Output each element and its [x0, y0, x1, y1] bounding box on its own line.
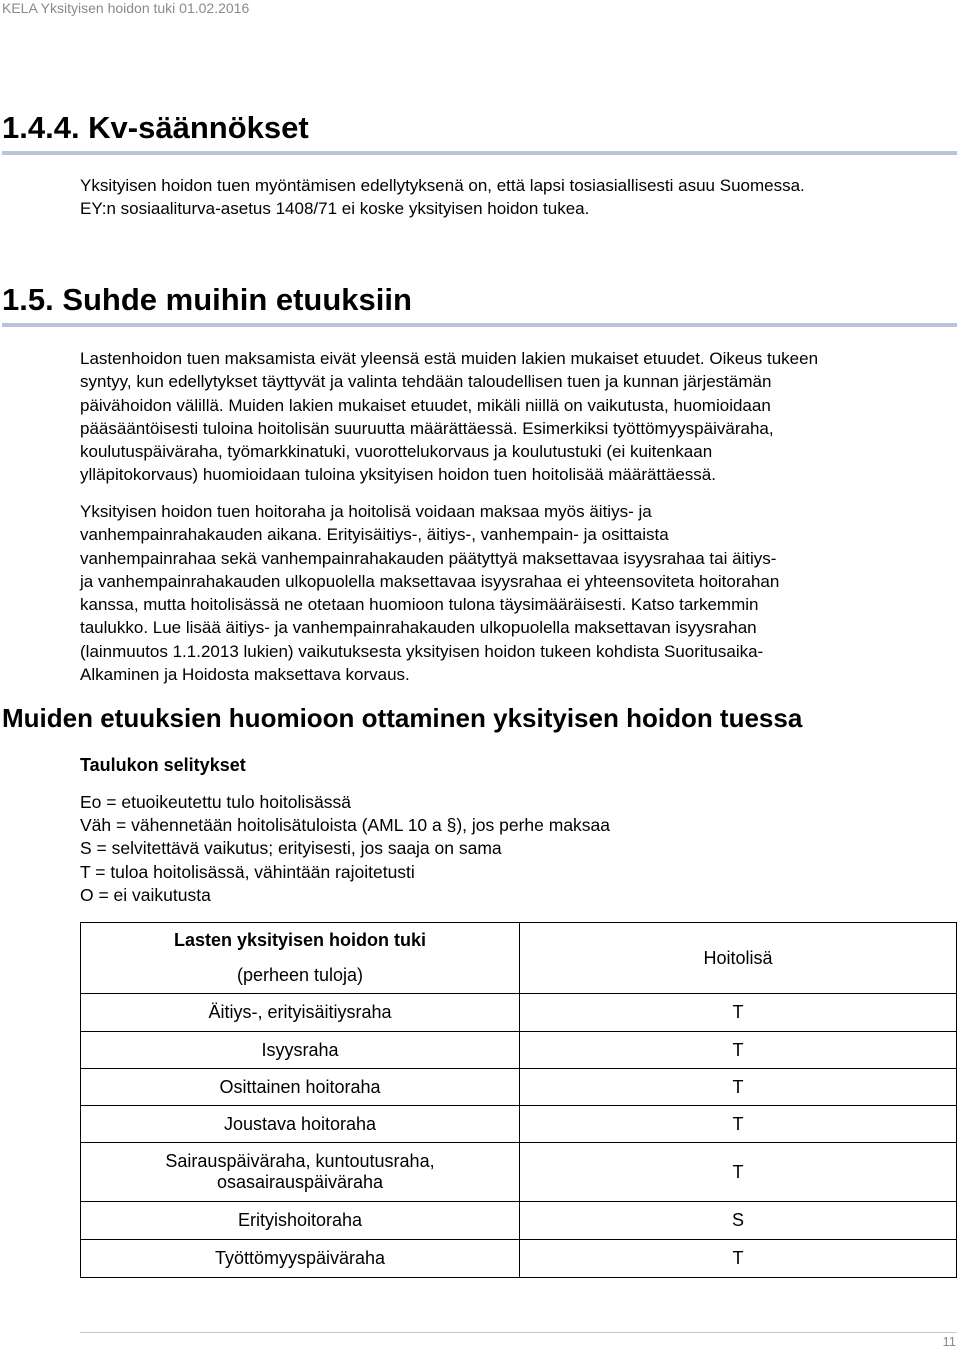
table-row [81, 1106, 957, 1143]
paragraph-line: vanhempainrahakauden aikana. Erityisäitiys-, äitiys-, vanhempain- ja osittaista [80, 525, 669, 545]
legend-item: S = selvitettävä vaikutus; erityisesti, jos saaja on sama [80, 838, 502, 859]
heading-underline [2, 323, 957, 327]
table-cell-value: T [520, 1143, 957, 1202]
table-row [81, 1032, 957, 1069]
table-header-title: Lasten yksityisen hoidon tuki [173, 930, 427, 950]
legend-item: T = tuloa hoitolisässä, vähintään rajoitetusti [80, 861, 415, 882]
kv-paragraph [80, 174, 957, 221]
table-row [81, 994, 957, 1032]
section-heading-suhde-muihin-etuuksiin: 1.5. Suhde muihin etuuksiin [2, 282, 412, 317]
paragraph-line: Yksityisen hoidon tuen hoitoraha ja hoitolisä voidaan maksaa myös äitiys- ja [80, 502, 652, 521]
table-cell-value: S [520, 1202, 957, 1240]
document-header: KELA Yksityisen hoidon tuki 01.02.2016 [2, 0, 250, 16]
legend-item: Väh = vähennetään hoitolisätuloista (AML 10 a §), jos perhe maksaa [80, 815, 611, 836]
table-header-cell-benefit [81, 923, 520, 994]
table-cell-benefit: Erityishoitoraha [81, 1202, 520, 1240]
table-cell-benefit: Työttömyyspäiväraha [81, 1240, 520, 1278]
table-cell-value: T [520, 1069, 957, 1106]
table-cell-benefit: Joustava hoitoraha [81, 1106, 520, 1143]
paragraph-line: vanhempainrahaa sekä vanhempainrahakauden päätyttyä maksettavaa isyysrahaa tai äitiys- [80, 548, 777, 568]
section-heading-muiden-etuuksien: Muiden etuuksien huomioon ottaminen yksityisen hoidon tuessa [2, 703, 803, 733]
table-row [81, 1069, 957, 1106]
table-row [81, 1143, 957, 1202]
paragraph-line: pääsääntöisesti tuloina hoitolisän suuruutta määrättäessä. Esimerkiksi työttömyyspäiväraha, [80, 418, 774, 438]
table-cell-value: T [520, 1240, 957, 1278]
paragraph-line: taulukko. Lue lisää äitiys- ja vanhempainrahakauden ulkopuolella maksettavan isyysrahan [80, 618, 757, 638]
paragraph-line: syntyy, kun edellytykset täyttyvät ja valinta tehdään taloudellisen tuen ja kunnan järjestämän [80, 372, 772, 392]
paragraph-line: Lastenhoidon tuen maksamista eivät yleensä estä muiden lakien mukaiset etuudet. Oikeus tukeen [80, 349, 819, 368]
table-header-cell-hoitolisa: Hoitolisä [520, 923, 957, 994]
table-cell-value: T [520, 994, 957, 1032]
paragraph-line: päivähoidon välillä. Muiden lakien mukaiset etuudet, mikäli niillä on vaikutusta, huomioidaan [80, 395, 771, 415]
table-cell-benefit [81, 1143, 520, 1202]
paragraph-line: (lainmuutos 1.1.2013 lukien) vaikutuksesta yksityisen hoidon tukeen kohdista Suoritusaika- [80, 641, 764, 661]
paragraph-line: Alkaminen ja Hoidosta maksettava korvaus. [80, 665, 410, 685]
paragraph-line: EY:n sosiaaliturva-asetus 1408/71 ei koske yksityisen hoidon tukea. [80, 199, 590, 219]
table-header-row [81, 923, 957, 994]
benefits-table [80, 922, 957, 1278]
paragraph-line: kanssa, mutta hoitolisässä ne otetaan huomioon tulona täysimääräisesti. Katso tarkemmin [80, 595, 759, 615]
table-cell-value: T [520, 1106, 957, 1143]
table-cell-benefit-line: Sairauspäiväraha, kuntoutusraha, [165, 1151, 435, 1171]
heading-underline [2, 151, 957, 155]
footer-divider [80, 1332, 957, 1333]
paragraph-line: ja vanhempainrahakauden ulkopuolella maksettavaa isyysrahaa ei yhteensoviteta hoitorahan [80, 571, 780, 591]
table-row [81, 1202, 957, 1240]
paragraph-line: ylläpitokorvaus) huomioidaan tuloina yksityisen hoidon tuen hoitolisää määrättäessä. [80, 465, 716, 485]
legend-item: Eo = etuoikeutettu tulo hoitolisässä [80, 792, 351, 812]
table-row [81, 1240, 957, 1278]
legend-title: Taulukon selitykset [80, 755, 246, 775]
table-cell-benefit: Äitiys-, erityisäitiysraha [81, 994, 520, 1032]
relation-paragraph-2 [80, 500, 957, 686]
page-number: 11 [942, 1334, 956, 1349]
relation-paragraph-1 [80, 347, 957, 487]
legend-list [80, 791, 610, 907]
paragraph-line: Yksityisen hoidon tuen myöntämisen edellytyksenä on, että lapsi tosiasiallisesti asuu Suomessa. [80, 176, 805, 195]
table-cell-benefit: Osittainen hoitoraha [81, 1069, 520, 1106]
legend-item: O = ei vaikutusta [80, 884, 211, 905]
paragraph-line: koulutuspäiväraha, työmarkkinatuki, vuorottelukorvaus ja koulutustuki (ei kuitenkaan [80, 442, 713, 462]
table-cell-benefit: Isyysraha [81, 1032, 520, 1069]
table-cell-value: T [520, 1032, 957, 1069]
section-heading-kv-saannokset: 1.4.4. Kv-säännökset [2, 110, 309, 145]
table-cell-benefit-line: osasairauspäiväraha [216, 1172, 384, 1192]
table-header-subtitle: (perheen tuloja) [236, 965, 364, 985]
